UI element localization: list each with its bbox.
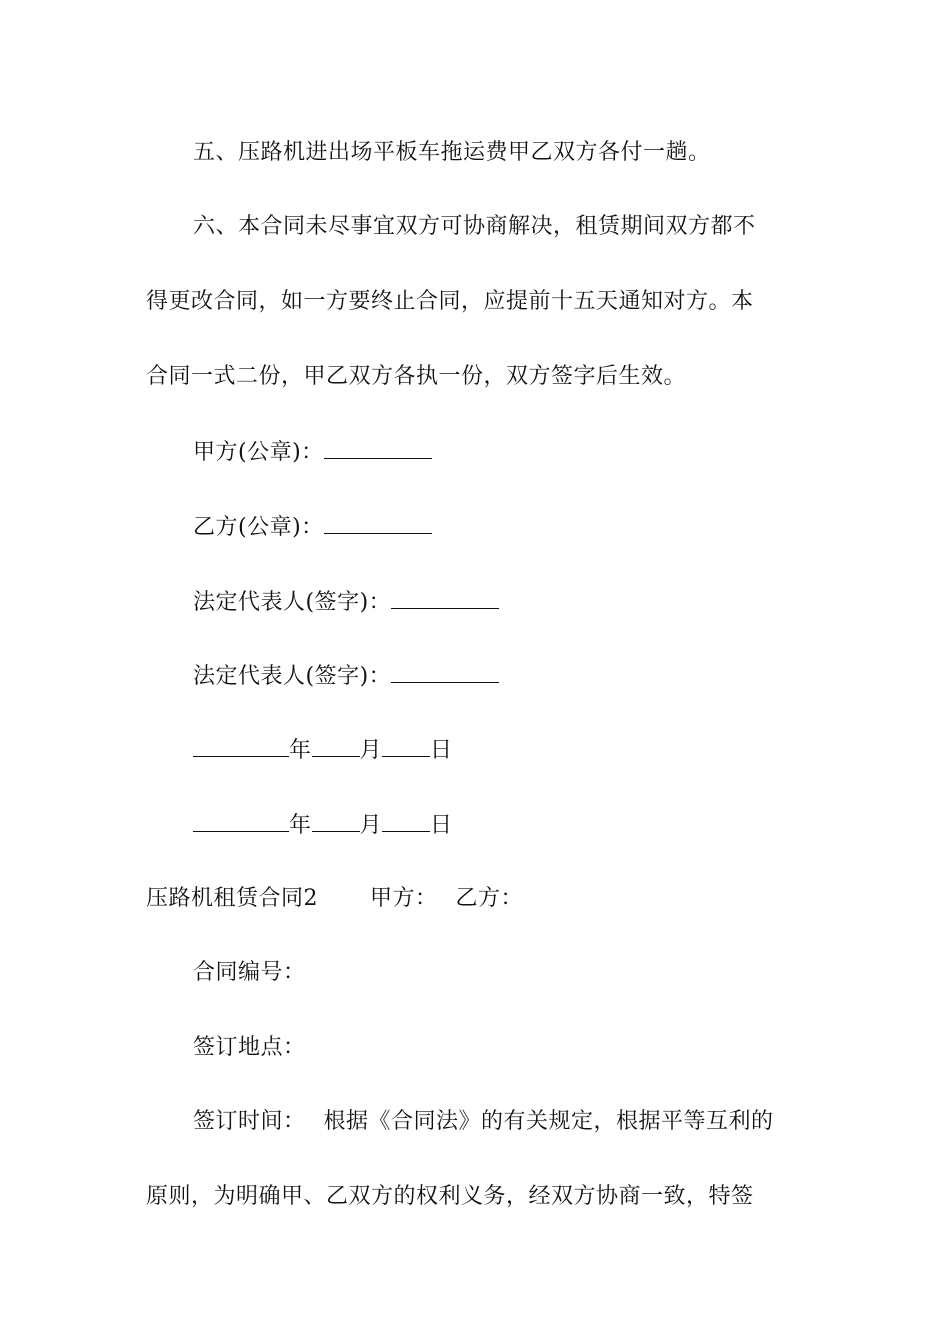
party-b-seal-label: 乙方(公章)： bbox=[193, 515, 324, 540]
contract-2-party-a-label: 甲方： bbox=[370, 886, 438, 911]
legal-rep-sign-blank-2[interactable] bbox=[391, 660, 499, 683]
clause-6-line-3: 合同一式二份，甲乙双方各执一份，双方签字后生效。 bbox=[146, 364, 687, 389]
party-b-seal-blank[interactable] bbox=[324, 511, 432, 534]
date-row-1 bbox=[193, 734, 863, 766]
date-year-blank-1[interactable] bbox=[193, 734, 289, 757]
date-month-blank-2[interactable] bbox=[312, 809, 360, 832]
contract-2-title: 压路机租赁合同2 bbox=[146, 886, 318, 911]
date-month-blank-1[interactable] bbox=[312, 734, 360, 757]
signing-time-label: 签订时间： bbox=[193, 1109, 306, 1134]
clause-6-line-1 bbox=[193, 212, 805, 242]
legal-rep-sign-blank-1[interactable] bbox=[391, 586, 499, 609]
contract-2-header-row bbox=[146, 884, 816, 914]
date-month-label-1: 月 bbox=[359, 738, 383, 763]
clause-6-text-1: 六、本合同未尽事宜双方可协商解决，租赁期间双方都不 bbox=[193, 214, 756, 239]
clause-5: 五、压路机进出场平板车拖运费甲乙双方各付一趟。 bbox=[193, 140, 711, 165]
principle-text-line: 原则，为明确甲、乙双方的权利义务，经双方协商一致，特签 bbox=[146, 1184, 754, 1209]
party-a-seal-row bbox=[193, 436, 863, 468]
signing-place-label: 签订地点： bbox=[193, 1035, 306, 1060]
date-day-label-2: 日 bbox=[430, 813, 453, 838]
party-a-seal-label: 甲方(公章)： bbox=[193, 440, 324, 465]
date-day-blank-2[interactable] bbox=[382, 809, 430, 832]
legal-rep-sign-row-2 bbox=[193, 660, 863, 692]
legal-rep-sign-row-1 bbox=[193, 586, 863, 618]
contract-number-label: 合同编号： bbox=[193, 960, 306, 985]
date-row-2 bbox=[193, 809, 863, 841]
date-day-label-1: 日 bbox=[430, 738, 453, 763]
signing-time-row bbox=[193, 1107, 863, 1137]
date-day-blank-1[interactable] bbox=[382, 734, 430, 757]
legal-rep-sign-label-2: 法定代表人(签字)： bbox=[193, 664, 392, 689]
date-year-label-1: 年 bbox=[289, 738, 312, 763]
date-month-label-2: 月 bbox=[359, 813, 383, 838]
party-b-seal-row bbox=[193, 511, 863, 543]
party-a-seal-blank[interactable] bbox=[324, 436, 432, 459]
contract-basis-text: 根据《合同法》的有关规定，根据平等互利的 bbox=[323, 1109, 774, 1134]
date-year-label-2: 年 bbox=[289, 813, 312, 838]
clause-6-line-2: 得更改合同，如一方要终止合同，应提前十五天通知对方。本 bbox=[146, 289, 754, 314]
date-year-blank-2[interactable] bbox=[193, 809, 289, 832]
contract-2-party-b-label: 乙方： bbox=[455, 886, 524, 911]
legal-rep-sign-label-1: 法定代表人(签字)： bbox=[193, 590, 392, 615]
